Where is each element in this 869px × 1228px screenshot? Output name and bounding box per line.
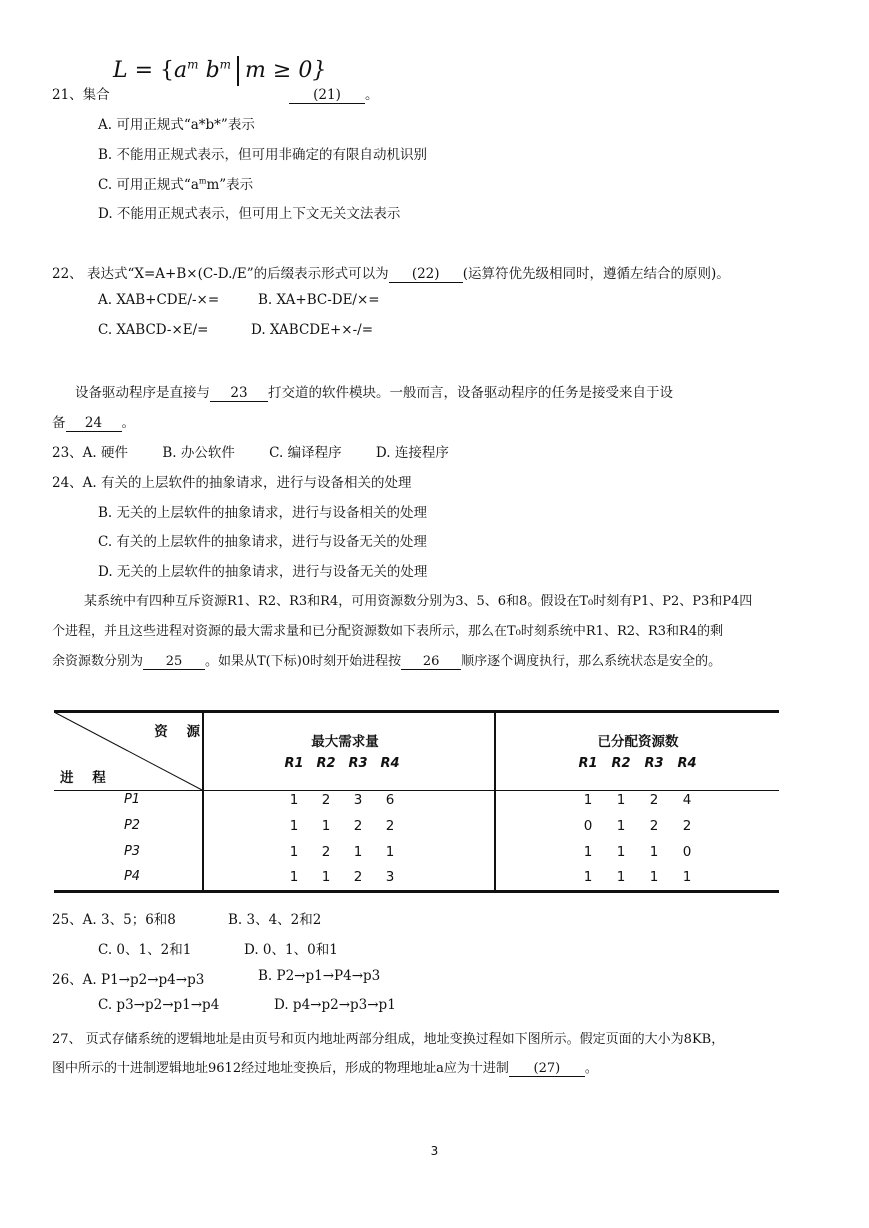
q23-stem-line1 — [75, 381, 673, 402]
max-cell: 2 — [321, 792, 331, 808]
q24-blank: 24 — [66, 416, 122, 432]
max-cell: 1 — [289, 818, 299, 834]
max-cell: 2 — [353, 818, 363, 834]
alloc-cell: 1 — [616, 792, 626, 808]
alloc-cell: 1 — [616, 818, 626, 834]
alloc-cell: 1 — [583, 792, 593, 808]
q25-option-d: D. 0、1、0和1 — [244, 942, 338, 958]
q24-option-d: D. 无关的上层软件的抽象请求，进行与设备无关的处理 — [98, 564, 428, 580]
alloc-cell: 4 — [682, 792, 692, 808]
formula-cond: m ≥ 0} — [245, 58, 327, 83]
alloc-cell: 1 — [616, 869, 626, 885]
q24-option-c: C. 有关的上层软件的抽象请求，进行与设备无关的处理 — [98, 534, 427, 550]
max-cell: 1 — [385, 844, 395, 860]
max-cell: 3 — [353, 792, 363, 808]
alloc-cell: 2 — [649, 792, 659, 808]
formula-a: a — [174, 58, 188, 83]
q24-stem-line2 — [52, 411, 135, 432]
formula-exp-2: m — [219, 57, 232, 72]
q27-stem-line1: 27、 页式存储系统的逻辑地址是由页号和页内地址两部分组成，地址变换过程如下图所示。假定页面的大小为8KB， — [52, 1032, 725, 1047]
q27-stem-line2 — [52, 1057, 598, 1077]
q24-option-b: B. 无关的上层软件的抽象请求，进行与设备相关的处理 — [98, 505, 428, 521]
max-header-r1: R1 — [284, 756, 304, 771]
q22-blank: (22) — [389, 267, 463, 283]
alloc-cell: 1 — [649, 844, 659, 860]
alloc-header-r3: R3 — [644, 756, 664, 771]
formula-l: L — [113, 58, 128, 83]
alloc-cell: 0 — [583, 818, 593, 834]
q23-stem1-b: 打交道的软件模块。一般而言，设备驱动程序的任务是接受来自于设 — [268, 385, 673, 401]
table-bottom-rule — [54, 890, 779, 893]
max-cell: 6 — [385, 792, 395, 808]
q23-blank: 23 — [210, 386, 268, 402]
q21-stem — [52, 83, 110, 103]
q25-option-a: 25、A. 3、5；6和8 — [52, 912, 176, 928]
q22-option-c: C. XABCD-×E/= — [98, 322, 209, 338]
q21-option-c: C. 可用正规式“$a^mm$”表示 — [98, 176, 254, 193]
table-group-alloc: 已分配资源数 — [597, 734, 679, 750]
q24-stem2-a: 备 — [52, 415, 66, 431]
q27-line2-b: 。 — [584, 1061, 598, 1076]
formula-exp-1: m — [187, 57, 199, 72]
process-label-p2: P2 — [123, 818, 141, 833]
alloc-header-r1: R1 — [578, 756, 598, 771]
q24-option-a: 24、A. 有关的上层软件的抽象请求，进行与设备相关的处理 — [52, 475, 412, 491]
q22-stem — [52, 262, 730, 283]
resource-table — [54, 710, 779, 893]
max-header-r2: R2 — [316, 756, 336, 771]
q25-stem-line1: 某系统中有四种互斥资源R1、R2、R3和R4，可用资源数分别为3、5、6和8。假设在T₀时刻有P1、P2、P3和P4四 — [84, 594, 753, 609]
q22-suffix: (运算符优先级相同时，遵循左结合的原则)。 — [462, 266, 730, 282]
process-label-p4: P4 — [123, 869, 141, 884]
table-col-divider-2 — [494, 710, 496, 891]
alloc-cell: 1 — [583, 844, 593, 860]
q26-option-c: C. p3→p2→p1→p4 — [98, 997, 220, 1013]
max-header-r4: R4 — [380, 756, 400, 771]
q22-option-a: A. XAB+CDE/-×= — [98, 292, 220, 308]
max-cell: 1 — [353, 844, 363, 860]
max-cell: 1 — [289, 844, 299, 860]
max-cell: 1 — [321, 818, 331, 834]
max-cell: 3 — [385, 869, 395, 885]
max-header-r3: R3 — [348, 756, 368, 771]
formula-bar — [237, 56, 239, 86]
alloc-cell: 1 — [649, 869, 659, 885]
max-cell: 2 — [353, 869, 363, 885]
alloc-cell: 2 — [649, 818, 659, 834]
q26-option-d: D. p4→p2→p3→p1 — [274, 997, 396, 1013]
q25-option-c: C. 0、1、2和1 — [98, 942, 192, 958]
q21-option-d: D. 不能用正规式表示，但可用上下文无关文法表示 — [98, 206, 401, 222]
q25-stem-line3 — [52, 650, 721, 670]
q26-blank: 26 — [401, 655, 461, 670]
process-label-p1: P1 — [123, 792, 141, 807]
q27-blank: (27) — [509, 1062, 585, 1077]
max-cell: 2 — [321, 844, 331, 860]
max-cell: 1 — [321, 869, 331, 885]
q22-option-b: B. XA+BC-DE/×= — [258, 292, 380, 308]
table-corner-process: 进 程 — [60, 770, 106, 786]
q25-line3-a: 余资源数分别为 — [52, 654, 144, 669]
q25-line3-b: 。如果从T(下标)0时刻开始进程按 — [205, 654, 402, 669]
page-number: 3 — [430, 1144, 439, 1158]
formula-b: b — [205, 58, 220, 83]
q25-stem-line2: 个进程，并且这些进程对资源的最大需求量和已分配资源数如下表所示，那么在T₀时刻系统中R1、R2、R3和R4的剩 — [52, 624, 724, 639]
alloc-cell: 2 — [682, 818, 692, 834]
q25-line3-c: 顺序逐个调度执行，那么系统状态是安全的。 — [461, 654, 722, 669]
alloc-cell: 1 — [682, 869, 692, 885]
q22-option-d: D. XABCDE+×-/= — [251, 322, 374, 338]
max-cell: 2 — [385, 818, 395, 834]
alloc-cell: 1 — [616, 844, 626, 860]
alloc-header-r4: R4 — [677, 756, 697, 771]
q26-option-a: 26、A. P1→p2→p4→p3 — [52, 972, 205, 988]
q25-option-b: B. 3、4、2和2 — [228, 912, 322, 928]
set-formula — [113, 56, 326, 86]
alloc-cell: 1 — [583, 869, 593, 885]
q21-end: 。 — [365, 87, 379, 103]
q21-option-a: A. 可用正规式“a*b*”表示 — [98, 117, 255, 133]
table-group-max: 最大需求量 — [311, 734, 379, 750]
q21-blank-line — [289, 83, 379, 104]
q25-blank: 25 — [143, 655, 205, 670]
q26-option-b: B. P2→p1→P4→p3 — [258, 968, 381, 984]
max-cell: 1 — [289, 869, 299, 885]
q23-options: 23、A. 硬件 B. 办公软件 C. 编译程序 D. 连接程序 — [52, 445, 449, 461]
max-cell: 1 — [289, 792, 299, 808]
formula-eq: = { — [134, 58, 175, 83]
process-label-p3: P3 — [123, 844, 141, 859]
q24-stem2-b: 。 — [121, 415, 135, 431]
q21-option-b: B. 不能用正规式表示，但可用非确定的有限自动机识别 — [98, 147, 428, 163]
q21-blank: (21) — [289, 88, 365, 104]
alloc-cell: 0 — [682, 844, 692, 860]
q22-prefix: 22、 表达式“X=A+B×(C-D./E”的后缀表示形式可以为 — [52, 266, 389, 282]
q27-line2-a: 图中所示的十进制逻辑地址9612经过地址变换后，形成的物理地址a应为十进制 — [52, 1061, 509, 1076]
q21-prefix: 21、集合 — [52, 87, 110, 103]
table-corner-resource: 资 源 — [154, 724, 200, 740]
q23-stem1-a: 设备驱动程序是直接与 — [75, 385, 210, 401]
alloc-header-r2: R2 — [611, 756, 631, 771]
